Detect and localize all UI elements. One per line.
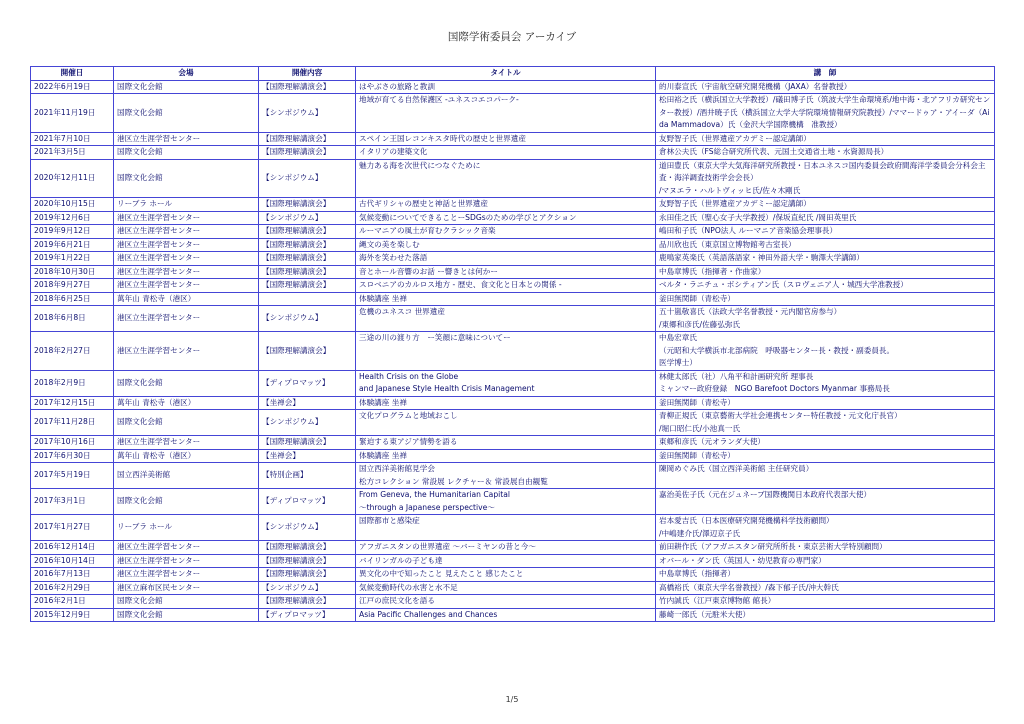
cell-date: 2018年2月27日 — [31, 332, 114, 371]
table-row — [31, 252, 995, 266]
table-row — [31, 292, 995, 306]
title-line: 危機のユネスコ 世界遺産 — [359, 307, 445, 316]
cell-speaker — [656, 292, 995, 306]
cell-venue: 国際文化会館 — [114, 595, 259, 609]
speaker-line: 五十嵐敬喜氏（法政大学名誉教授・元内閣官房参与） — [659, 307, 842, 316]
cell-type: 【国際理解講演会】 — [259, 132, 356, 146]
cell-title — [356, 279, 656, 293]
cell-date: 2016年7月13日 — [31, 568, 114, 582]
cell-type: 【坐禅会】 — [259, 396, 356, 410]
title-line: はやぶさの旅路と教訓 — [359, 81, 435, 91]
cell-venue: 萬年山 青松寺（港区） — [114, 449, 259, 463]
cell-type: 【ディプロマッツ】 — [259, 370, 356, 396]
speaker-line: 釜田無関師（青松寺） — [659, 293, 735, 303]
speaker-line: 竹内誠氏（江戸東京博物館 館長） — [659, 596, 776, 605]
cell-speaker — [656, 132, 995, 146]
speaker-line: 岩本愛吉氏（日本医療研究開発機構科学技術顧問） — [659, 516, 834, 525]
cell-type: 【国際理解講演会】 — [259, 554, 356, 568]
table-row — [31, 608, 995, 622]
cell-speaker — [656, 265, 995, 279]
cell-venue: 港区立生涯学習センター — [114, 332, 259, 371]
title-line: 海外を笑わせた落語 — [359, 253, 428, 262]
table-row — [31, 332, 995, 371]
cell-type: 【シンポジウム】 — [259, 306, 356, 332]
speaker-line: ミャンマー政府登録 NGO Barefoot Doctors Myanmar 事務局長 — [659, 384, 890, 393]
cell-venue: 萬年山 青松寺（港区） — [114, 292, 259, 306]
cell-title — [356, 306, 656, 332]
cell-type: 【国際理解講演会】 — [259, 198, 356, 212]
table-row — [31, 94, 995, 133]
cell-type: 【国際理解講演会】 — [259, 265, 356, 279]
speaker-line: 中島章博氏（指揮者・作曲家） — [659, 266, 766, 276]
title-line: スロベニアのカルロス地方 - 歴史、食文化と日本との関係 - — [359, 280, 562, 289]
cell-title — [356, 463, 656, 489]
cell-speaker — [656, 306, 995, 332]
speaker-line: 釜田無関師（青松寺） — [659, 397, 735, 407]
header-type: 開催内容 — [259, 67, 356, 81]
cell-title — [356, 449, 656, 463]
cell-date: 2017年1月27日 — [31, 515, 114, 541]
cell-title — [356, 198, 656, 212]
title-line: 松方コレクション 常設展 レクチャー＆ 常設展自由観覧 — [359, 476, 548, 486]
cell-type: 【特別企画】 — [259, 463, 356, 489]
cell-date: 2019年12月6日 — [31, 211, 114, 225]
title-line: 体験講座 坐禅 — [359, 397, 407, 407]
cell-type: 【国際理解講演会】 — [259, 332, 356, 371]
title-line: 縄文の美を楽しむ — [359, 239, 420, 249]
cell-title — [356, 568, 656, 582]
speaker-line: /中嶋建介氏/澤辺京子氏 — [659, 528, 741, 538]
cell-type — [259, 292, 356, 306]
cell-type: 【シンポジウム】 — [259, 515, 356, 541]
speaker-line: 倉林公夫氏（FS総合研究所代表、元国土交通省土地・水資源局長） — [659, 147, 889, 156]
title-line: 魅力ある海を次世代につなぐために — [359, 160, 481, 170]
table-row — [31, 159, 995, 198]
title-line: バイリンガルの子ども達 — [359, 555, 443, 565]
cell-speaker — [656, 225, 995, 239]
cell-title — [356, 595, 656, 609]
page-number: 1/5 — [505, 695, 519, 704]
table-row — [31, 80, 995, 94]
cell-title — [356, 515, 656, 541]
cell-venue: 港区立生涯学習センター — [114, 132, 259, 146]
cell-title — [356, 238, 656, 252]
cell-title — [356, 252, 656, 266]
cell-date: 2022年6月19日 — [31, 80, 114, 94]
speaker-line: 青柳正規氏（東京藝術大学社会連携センター特任教授・元文化庁長官） — [659, 411, 902, 420]
cell-type: 【国際理解講演会】 — [259, 279, 356, 293]
cell-date: 2017年6月30日 — [31, 449, 114, 463]
cell-date: 2016年2月29日 — [31, 581, 114, 595]
title-line: イタリアの建築文化 — [359, 147, 428, 156]
cell-title — [356, 410, 656, 436]
cell-speaker — [656, 238, 995, 252]
cell-date: 2016年10月14日 — [31, 554, 114, 568]
table-row — [31, 132, 995, 146]
table-row — [31, 410, 995, 436]
table-row — [31, 436, 995, 450]
title-line: 体験講座 坐禅 — [359, 450, 407, 460]
speaker-line: 高橋裕氏（東京大学名誉教授）/森下郁子氏/沖大幹氏 — [659, 582, 839, 592]
table-row — [31, 568, 995, 582]
cell-type: 【国際理解講演会】 — [259, 436, 356, 450]
cell-title — [356, 396, 656, 410]
speaker-line: 品川欣也氏（東京国立博物館考古室長） — [659, 239, 796, 249]
archive-table — [30, 66, 995, 622]
speaker-line: 医学博士） — [659, 358, 697, 367]
title-line: 江戸の庶民文化を語る — [359, 596, 435, 605]
speaker-line: /東郷和彦氏/佐藤弘弥氏 — [659, 319, 741, 329]
cell-venue: リーブラ ホール — [114, 198, 259, 212]
cell-venue: 港区立生涯学習センター — [114, 436, 259, 450]
cell-speaker — [656, 410, 995, 436]
cell-date: 2016年12月14日 — [31, 541, 114, 555]
cell-title — [356, 159, 656, 198]
title-line: 異文化の中で知ったこと 見えたこと 感じたこと — [359, 569, 524, 578]
cell-venue: 萬年山 青松寺（港区） — [114, 396, 259, 410]
cell-speaker — [656, 581, 995, 595]
cell-speaker — [656, 146, 995, 160]
speaker-line: 中島宏章氏 — [659, 333, 697, 342]
cell-speaker — [656, 568, 995, 582]
cell-date: 2020年12月11日 — [31, 159, 114, 198]
page-title: 国際学術委員会 アーカイブ — [447, 31, 577, 43]
title-line: 〜through a Japanese perspective〜 — [359, 502, 495, 512]
cell-type: 【国際理解講演会】 — [259, 225, 356, 239]
table-row — [31, 306, 995, 332]
cell-type: 【シンポジウム】 — [259, 410, 356, 436]
cell-venue: 国際文化会館 — [114, 159, 259, 198]
header-title: タイトル — [356, 67, 656, 81]
cell-venue: 国際文化会館 — [114, 370, 259, 396]
cell-speaker — [656, 436, 995, 450]
speaker-line: 友野智子氏（世界遺産アカデミー認定講師） — [659, 199, 811, 208]
speaker-line: 前田耕作氏（アフガニスタン研究所所長・東京芸術大学特別顧問） — [659, 542, 887, 551]
speaker-line: /堀口昭仁氏/小池真一氏 — [659, 423, 741, 433]
cell-type: 【国際理解講演会】 — [259, 568, 356, 582]
table-row — [31, 541, 995, 555]
title-line: 古代ギリシャの歴史と神話と世界遺産 — [359, 199, 488, 208]
cell-speaker — [656, 541, 995, 555]
cell-speaker — [656, 554, 995, 568]
cell-date: 2021年11月19日 — [31, 94, 114, 133]
speaker-line: /マヌエラ・ハルトヴィッヒ氏/佐々木剛氏 — [659, 185, 801, 195]
speaker-line: 的川泰宣氏（宇宙航空研究開発機構（JAXA）名誉教授） — [659, 81, 852, 91]
cell-speaker — [656, 608, 995, 622]
cell-speaker — [656, 370, 995, 396]
table-row — [31, 211, 995, 225]
cell-date: 2017年10月16日 — [31, 436, 114, 450]
title-line: 文化プログラムと地域おこし — [359, 411, 458, 420]
cell-speaker — [656, 279, 995, 293]
cell-date: 2017年12月15日 — [31, 396, 114, 410]
cell-type: 【ディプロマッツ】 — [259, 489, 356, 515]
speaker-line: 林健太郎氏（社）八角平和計画研究所 理事長 — [659, 371, 814, 381]
title-line: 国際都市と感染症 — [359, 516, 420, 525]
table-row — [31, 225, 995, 239]
speaker-line: ベルタ・ラニチュ・ボシティアン氏（スロヴェニア人・城西大学准教授） — [659, 280, 908, 289]
cell-type: 【国際理解講演会】 — [259, 595, 356, 609]
header-venue: 会場 — [114, 67, 259, 81]
cell-speaker — [656, 396, 995, 410]
title-line: 気候変動時代の水害と水不足 — [359, 582, 458, 592]
table-row — [31, 238, 995, 252]
cell-date: 2018年9月27日 — [31, 279, 114, 293]
cell-title — [356, 332, 656, 371]
cell-title — [356, 489, 656, 515]
table-row — [31, 198, 995, 212]
table-row — [31, 595, 995, 609]
cell-venue: 国際文化会館 — [114, 410, 259, 436]
title-line: From Geneva, the Humanitarian Capital — [359, 490, 510, 499]
cell-title — [356, 94, 656, 133]
title-line: 気候変動についてできることーSDGsのための学びとアクション — [359, 212, 577, 222]
table-row — [31, 581, 995, 595]
title-line: 音とホール音響のお話 ー響きとは何かー — [359, 266, 498, 276]
cell-venue: 国際文化会館 — [114, 489, 259, 515]
speaker-line: 永田佳之氏（聖心女子大学教授）/保坂直紀氏 /岡田英里氏 — [659, 212, 857, 222]
speaker-line: （元昭和大学横浜市北部病院 呼吸器センター長・教授・副委員長。 — [659, 345, 895, 355]
cell-venue: 国立西洋美術館 — [114, 463, 259, 489]
cell-venue: 港区立生涯学習センター — [114, 541, 259, 555]
cell-type: 【国際理解講演会】 — [259, 238, 356, 252]
cell-speaker — [656, 332, 995, 371]
cell-date: 2017年5月19日 — [31, 463, 114, 489]
table-body — [31, 80, 995, 622]
cell-venue: 国際文化会館 — [114, 146, 259, 160]
title-line: Asia Pacific Challenges and Chances — [359, 609, 498, 619]
title-line: ルーマニアの風土が育むクラシック音楽 — [359, 226, 496, 235]
cell-title — [356, 581, 656, 595]
speaker-line: 松田裕之氏（横浜国立大学教授）/礒田博子氏（筑波大学生命環境系/地中海・北アフリカ研究センター教授）/酒井暁子氏（横浜国立大学大学院環境情報研究院教授）/ママードゥア・アイーダ（Aida Mammadova）氏（金沢大学国際機構 准教授） — [659, 95, 991, 129]
title-line: 緊迫する東アジア情勢を語る — [359, 437, 458, 446]
speaker-line: 東郷和彦氏（元オランダ大使） — [659, 437, 766, 446]
speaker-line: オバール・ダン氏（英国人・幼児教育の専門家） — [659, 555, 826, 565]
cell-title — [356, 370, 656, 396]
cell-type: 【国際理解講演会】 — [259, 80, 356, 94]
cell-speaker — [656, 515, 995, 541]
speaker-line: 嘉治美佐子氏（元在ジュネーブ国際機関日本政府代表部大使） — [659, 490, 872, 499]
cell-type: 【国際理解講演会】 — [259, 252, 356, 266]
table-row — [31, 554, 995, 568]
cell-venue: 港区立麻布区民センター — [114, 581, 259, 595]
cell-title — [356, 292, 656, 306]
cell-type: 【シンポジウム】 — [259, 211, 356, 225]
cell-venue: 国際文化会館 — [114, 94, 259, 133]
cell-speaker — [656, 159, 995, 198]
cell-date: 2016年2月1日 — [31, 595, 114, 609]
cell-date: 2017年3月1日 — [31, 489, 114, 515]
cell-venue: 港区立生涯学習センター — [114, 238, 259, 252]
table-row — [31, 515, 995, 541]
cell-speaker — [656, 489, 995, 515]
cell-venue: リーブラ ホール — [114, 515, 259, 541]
cell-speaker — [656, 595, 995, 609]
title-line: スペイン王国レコンキスタ時代の歴史と世界遺産 — [359, 133, 526, 143]
speaker-line: 鹿鳴家英楽氏（英語落語家・神田外語大学・駒澤大学講師） — [659, 253, 865, 262]
cell-venue: 港区立生涯学習センター — [114, 568, 259, 582]
cell-venue: 港区立生涯学習センター — [114, 306, 259, 332]
cell-type: 【国際理解講演会】 — [259, 146, 356, 160]
speaker-line: 釜田無関師（青松寺） — [659, 450, 735, 460]
cell-speaker — [656, 198, 995, 212]
table-row — [31, 279, 995, 293]
cell-type: 【国際理解講演会】 — [259, 541, 356, 555]
header-date: 開催日 — [31, 67, 114, 81]
cell-date: 2018年2月9日 — [31, 370, 114, 396]
title-line: and Japanese Style Health Crisis Management — [359, 384, 535, 393]
cell-venue: 港区立生涯学習センター — [114, 211, 259, 225]
title-line: 地域が育てる自然保護区 -ユネスコエコパーク- — [359, 95, 519, 104]
cell-venue: 港区立生涯学習センター — [114, 279, 259, 293]
table-row — [31, 146, 995, 160]
table-row — [31, 449, 995, 463]
cell-date: 2018年6月25日 — [31, 292, 114, 306]
cell-title — [356, 554, 656, 568]
cell-date: 2019年9月12日 — [31, 225, 114, 239]
title-line: 体験講座 坐禅 — [359, 293, 407, 303]
table-row — [31, 489, 995, 515]
cell-speaker — [656, 252, 995, 266]
cell-venue: 港区立生涯学習センター — [114, 554, 259, 568]
cell-venue: 港区立生涯学習センター — [114, 265, 259, 279]
cell-title — [356, 436, 656, 450]
cell-venue: 国際文化会館 — [114, 80, 259, 94]
cell-title — [356, 608, 656, 622]
cell-title — [356, 132, 656, 146]
cell-speaker — [656, 80, 995, 94]
speaker-line: 藤崎一郎氏（元駐米大使） — [659, 609, 751, 619]
cell-date: 2021年3月5日 — [31, 146, 114, 160]
cell-title — [356, 265, 656, 279]
speaker-line: 中島章博氏（指揮者） — [659, 569, 735, 578]
title-line: 国立西洋美術館見学会 — [359, 464, 435, 473]
cell-type: 【シンポジウム】 — [259, 159, 356, 198]
cell-date: 2020年10月15日 — [31, 198, 114, 212]
cell-speaker — [656, 94, 995, 133]
cell-date: 2021年7月10日 — [31, 132, 114, 146]
cell-title — [356, 541, 656, 555]
cell-venue: 港区立生涯学習センター — [114, 225, 259, 239]
cell-date: 2019年1月22日 — [31, 252, 114, 266]
cell-type: 【シンポジウム】 — [259, 581, 356, 595]
cell-title — [356, 211, 656, 225]
cell-venue: 国際文化会館 — [114, 608, 259, 622]
title-line: Health Crisis on the Globe — [359, 371, 459, 381]
cell-title — [356, 80, 656, 94]
table-row — [31, 370, 995, 396]
cell-type: 【ディプロマッツ】 — [259, 608, 356, 622]
title-line: 三途の川の渡り方 ー笑顔に意味についてー — [359, 333, 511, 342]
cell-date: 2019年6月21日 — [31, 238, 114, 252]
cell-venue: 港区立生涯学習センター — [114, 252, 259, 266]
cell-title — [356, 225, 656, 239]
cell-speaker — [656, 463, 995, 489]
table-row — [31, 463, 995, 489]
table-row — [31, 396, 995, 410]
cell-type: 【シンポジウム】 — [259, 94, 356, 133]
speaker-line: 嶋田和子氏（NPO法人 ルーマニア音楽協会理事長） — [659, 226, 838, 235]
cell-date: 2017年11月28日 — [31, 410, 114, 436]
cell-speaker — [656, 449, 995, 463]
cell-type: 【坐禅会】 — [259, 449, 356, 463]
cell-date: 2015年12月9日 — [31, 608, 114, 622]
speaker-line: 友野智子氏（世界遺産アカデミー認定講師） — [659, 133, 811, 143]
header-speaker: 講 師 — [656, 67, 995, 81]
table-header-row — [31, 67, 995, 81]
cell-title — [356, 146, 656, 160]
title-line: アフガニスタンの世界遺産 〜バーミヤンの昔と今〜 — [359, 542, 536, 551]
speaker-line: 道田豊氏（東京大学大気海洋研究所教授・日本ユネスコ国内委員会政府間海洋学委員会分科会主査・海洋調査技術学会会長） — [659, 160, 986, 182]
cell-speaker — [656, 211, 995, 225]
table-row — [31, 265, 995, 279]
speaker-line: 陳岡めぐみ氏（国立西洋美術館 主任研究員） — [659, 464, 814, 473]
cell-date: 2018年6月8日 — [31, 306, 114, 332]
cell-date: 2018年10月30日 — [31, 265, 114, 279]
